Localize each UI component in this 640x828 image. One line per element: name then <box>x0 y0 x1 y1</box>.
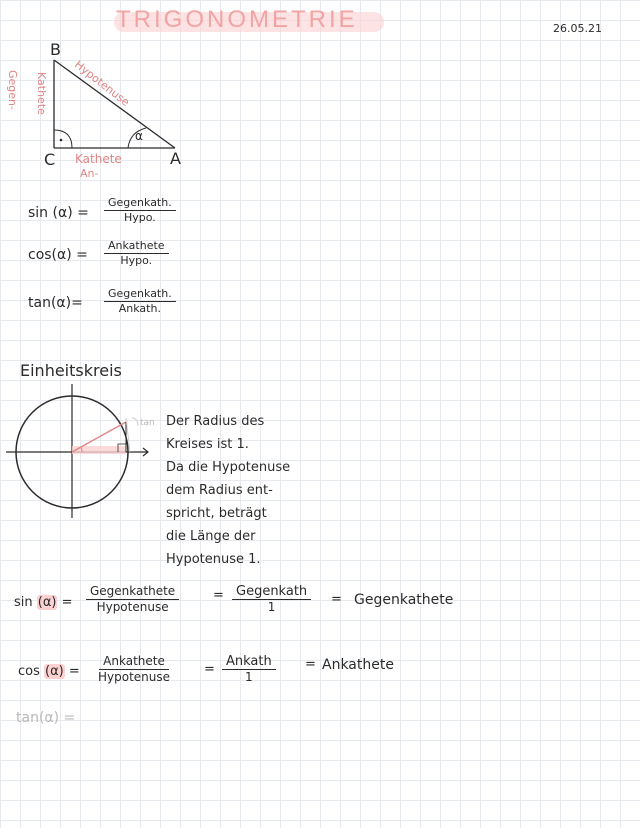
derivation-sin-result: Gegenkathete <box>354 592 454 608</box>
note-line-3: Da die Hypotenuse <box>166 460 291 475</box>
derivation-sin-fraction <box>86 584 179 614</box>
derivation-cos-numerator: Ankathete <box>99 654 169 670</box>
note-line-1: Der Radius des <box>166 414 265 429</box>
note-line-4: dem Radius ent- <box>166 483 273 498</box>
derivation-cos-fraction <box>98 654 170 684</box>
derivation-cos-fn: cos <box>18 664 40 679</box>
derivation-sin-eq: = <box>61 595 73 610</box>
derivation-sin-denominator2: 1 <box>267 600 276 614</box>
tan-formula-denominator: Ankath. <box>118 302 161 315</box>
tan-label: tan <box>140 418 155 428</box>
derivation-cos-denominator: Hypotenuse <box>98 670 171 684</box>
sin-formula-numerator: Gegenkath. <box>104 195 176 211</box>
unit-circle-note <box>166 410 306 571</box>
derivation-cos-arg: (α) <box>45 664 64 679</box>
cos-formula-denominator: Hypo. <box>120 254 153 267</box>
derivation-sin-arg: (α) <box>37 595 57 610</box>
derivation-sin-numerator2: Gegenkath <box>232 584 311 600</box>
hypotenuse-label: Hypotenuse <box>71 58 133 109</box>
tan-formula-numerator: Gegenkath. <box>104 286 176 302</box>
page-title: TRIGONOMETRIE <box>116 6 358 33</box>
vertex-c-label: C <box>44 150 56 169</box>
derivation-cos-lhs <box>18 664 80 679</box>
angle-alpha-label: α <box>135 129 143 143</box>
derivation-tan-lhs: tan(α) = <box>16 710 76 726</box>
cos-formula-numerator: Ankathete <box>104 238 169 254</box>
derivation-sin-eq3: = <box>331 592 342 607</box>
note-line-2: Kreises ist 1. <box>166 437 249 452</box>
derivation-cos-eq3: = <box>305 657 316 672</box>
sin-formula-denominator: Hypo. <box>123 211 156 224</box>
vertex-a-label: A <box>170 149 181 168</box>
cos-formula-lhs: cos(α) = <box>28 247 88 263</box>
derivation-cos-eq: = <box>68 664 80 679</box>
opposite-label-2: Kathete <box>35 72 48 115</box>
vertex-b-label: B <box>50 40 61 59</box>
derivation-cos-eq2: = <box>204 662 215 677</box>
derivation-sin-denominator: Hypotenuse <box>96 600 169 614</box>
derivation-cos-numerator2: Ankath <box>222 654 276 670</box>
opposite-label-1: Gegen- <box>6 70 19 110</box>
date-label: 26.05.21 <box>553 22 602 35</box>
note-line-5: spricht, beträgt <box>166 506 267 521</box>
derivation-cos-result: Ankathete <box>322 657 394 673</box>
tan-formula-lhs: tan(α)= <box>28 295 83 311</box>
derivation-sin-eq2: = <box>213 588 224 603</box>
adjacent-label-1: Kathete <box>75 152 122 166</box>
tangent-bracket <box>132 418 138 426</box>
derivation-sin-numerator: Gegenkathete <box>86 584 179 600</box>
derivation-sin-lhs <box>14 595 73 610</box>
derivation-sin-fn: sin <box>14 595 33 610</box>
note-line-7: Hypotenuse 1. <box>166 552 261 567</box>
adjacent-label-2: An- <box>80 167 99 180</box>
derivation-cos-fraction2 <box>222 654 276 684</box>
note-line-6: die Länge der <box>166 529 256 544</box>
unit-circle-heading: Einheitskreis <box>20 361 122 380</box>
derivation-cos-denominator2: 1 <box>245 670 253 684</box>
sin-formula-lhs: sin (α) = <box>28 205 89 221</box>
derivation-sin-fraction2 <box>232 584 311 614</box>
